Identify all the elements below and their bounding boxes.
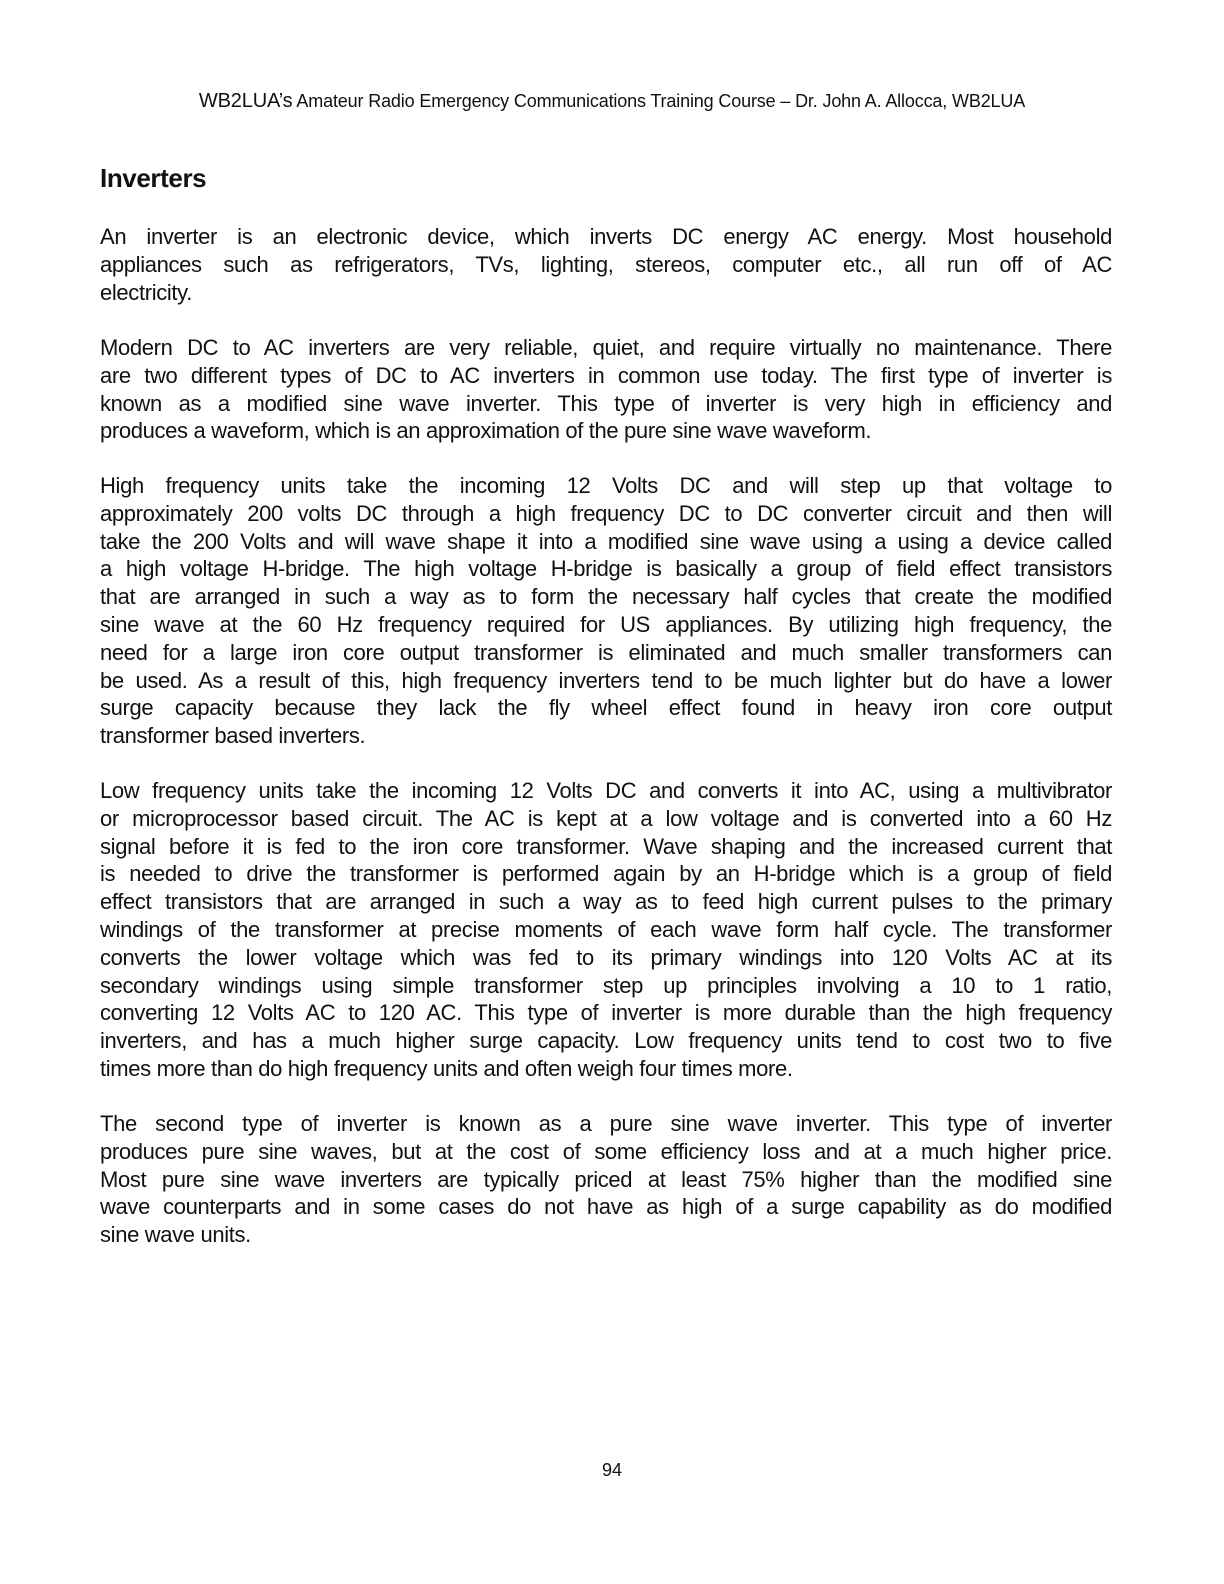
paragraph-modern-inverters	[100, 334, 1112, 445]
text-line: converting 12 Volts AC to 120 AC. This type of inverter is more durable than the high frequency	[100, 1000, 1112, 1026]
text-line: be used. As a result of this, high frequency inverters tend to be much lighter but do have a lower	[100, 667, 1112, 693]
text-line: electricity.	[100, 279, 192, 305]
text-line: approximately 200 volts DC through a high frequency DC to DC converter circuit and then will	[100, 500, 1112, 526]
paragraph-intro	[100, 223, 1112, 306]
text-line: Most pure sine wave inverters are typically priced at least 75% higher than the modified sine	[100, 1166, 1112, 1192]
text-line: The second type of inverter is known as a pure sine wave inverter. This type of inverter	[100, 1111, 1112, 1136]
text-line: converts the lower voltage which was fed to its primary windings into 120 Volts AC at its	[100, 944, 1112, 970]
text-line: take the 200 Volts and will wave shape it into a modified sine wave using a using a device called	[100, 528, 1112, 554]
text-line: known as a modified sine wave inverter. This type of inverter is very high in efficiency and	[100, 390, 1112, 416]
text-line: or microprocessor based circuit. The AC is kept at a low voltage and is converted into a 60 Hz	[100, 805, 1112, 831]
text-line: need for a large iron core output transformer is eliminated and much smaller transformers can	[100, 639, 1112, 665]
text-line: An inverter is an electronic device, which inverts DC energy AC energy. Most household	[100, 224, 1112, 249]
text-line: High frequency units take the incoming 12 Volts DC and will step up that voltage to	[100, 473, 1112, 498]
paragraph-high-frequency	[100, 472, 1112, 750]
text-line: windings of the transformer at precise moments of each wave form half cycle. The transformer	[100, 916, 1112, 942]
text-line: sine wave at the 60 Hz frequency required for US appliances. By utilizing high frequency, the	[100, 611, 1112, 637]
text-line: Low frequency units take the incoming 12 Volts DC and converts it into AC, using a multivibrator	[100, 778, 1112, 803]
paragraph-low-frequency	[100, 777, 1112, 1083]
text-line: effect transistors that are arranged in such a way as to feed high current pulses to the primary	[100, 889, 1112, 915]
text-line: inverters, and has a much higher surge capacity. Low frequency units tend to cost two to five	[100, 1028, 1112, 1054]
text-line: transformer based inverters.	[100, 723, 366, 749]
text-line: are two different types of DC to AC inverters in common use today. The first type of inverter is	[100, 362, 1112, 388]
text-line: is needed to drive the transformer is performed again by an H-bridge which is a group of field	[100, 861, 1112, 887]
section-title: Inverters	[100, 163, 207, 193]
text-line: sine wave units.	[100, 1222, 251, 1248]
text-line: surge capacity because they lack the fly wheel effect found in heavy iron core output	[100, 695, 1112, 721]
page-number: 94	[601, 1460, 623, 1480]
text-line: times more than do high frequency units and often weigh four times more.	[100, 1055, 793, 1081]
header-course-title: Amateur Radio Emergency Communications Training Course – Dr. John A. Allocca, WB2LUA	[292, 91, 1026, 111]
running-header	[0, 89, 1224, 113]
paragraph-pure-sine	[100, 1110, 1112, 1249]
text-line: Modern DC to AC inverters are very reliable, quiet, and require virtually no maintenance. There	[100, 335, 1112, 360]
text-line: a high voltage H-bridge. The high voltage H-bridge is basically a group of field effect transistors	[100, 556, 1112, 582]
text-line: signal before it is fed to the iron core transformer. Wave shaping and the increased current that	[100, 833, 1112, 859]
text-line: wave counterparts and in some cases do not have as high of a surge capability as do modified	[100, 1194, 1112, 1220]
text-line: appliances such as refrigerators, TVs, lighting, stereos, computer etc., all run off of AC	[100, 251, 1112, 277]
text-line: produces a waveform, which is an approximation of the pure sine wave waveform.	[100, 418, 872, 444]
text-line: secondary windings using simple transformer step up principles involving a 10 to 1 ratio,	[100, 972, 1112, 998]
header-callsign: WB2LUA’s	[198, 90, 293, 112]
text-line: produces pure sine waves, but at the cost of some efficiency loss and at a much higher price.	[100, 1138, 1112, 1164]
text-line: that are arranged in such a way as to form the necessary half cycles that create the modified	[100, 584, 1112, 610]
